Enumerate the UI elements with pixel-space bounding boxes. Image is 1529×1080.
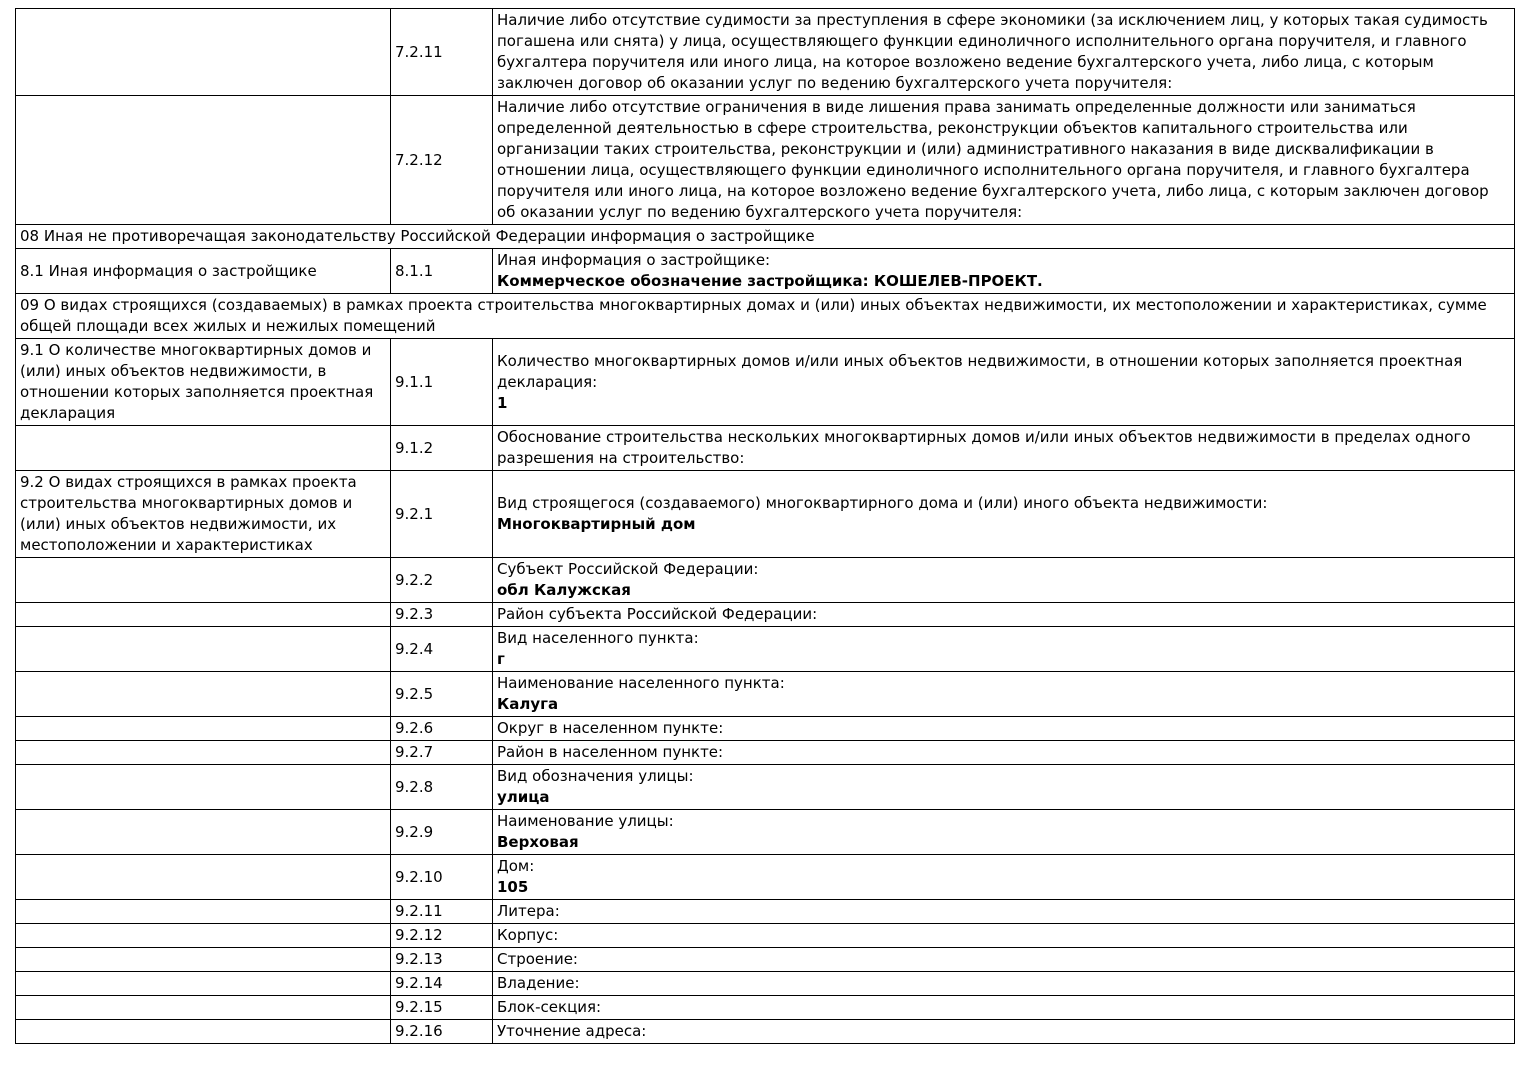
field-value: Многоквартирный дом [497, 515, 696, 533]
item-content-cell [493, 627, 1515, 672]
table-row [16, 339, 1515, 426]
item-number-cell: 9.2.7 [391, 741, 493, 765]
group-title-cell: 9.1 О количестве многоквартирных домов и (или) иных объектов недвижимости, в отношении которых заполняется проектная декларация [16, 339, 391, 426]
field-label: Корпус: [497, 926, 559, 944]
item-content-cell [493, 996, 1515, 1020]
group-title-cell [16, 1020, 391, 1044]
field-label: Субъект Российской Федерации: [497, 560, 759, 578]
field-label: Район субъекта Российской Федерации: [497, 605, 818, 623]
item-number-cell: 9.2.10 [391, 855, 493, 900]
item-number-cell: 9.1.2 [391, 426, 493, 471]
item-number-cell: 9.2.5 [391, 672, 493, 717]
table-row [16, 558, 1515, 603]
group-title-cell [16, 426, 391, 471]
group-title-cell [16, 924, 391, 948]
item-number-cell: 7.2.12 [391, 96, 493, 225]
table-row [16, 426, 1515, 471]
field-label: Строение: [497, 950, 578, 968]
item-content-cell [493, 900, 1515, 924]
item-content-cell [493, 972, 1515, 996]
item-content-cell [493, 810, 1515, 855]
table-row [16, 900, 1515, 924]
group-title-cell [16, 810, 391, 855]
item-number-cell: 9.2.3 [391, 603, 493, 627]
table-row [16, 249, 1515, 294]
item-number-cell: 9.1.1 [391, 339, 493, 426]
item-content-cell [493, 717, 1515, 741]
table-row [16, 855, 1515, 900]
table-row [16, 741, 1515, 765]
table-row [16, 672, 1515, 717]
item-content-cell [493, 948, 1515, 972]
group-title-cell [16, 972, 391, 996]
group-title-cell [16, 741, 391, 765]
field-label: Вид населенного пункта: [497, 629, 699, 647]
item-content-cell [493, 249, 1515, 294]
group-title-cell [16, 855, 391, 900]
item-number-cell: 9.2.14 [391, 972, 493, 996]
item-content-cell [493, 96, 1515, 225]
project-declaration-table [15, 8, 1515, 1044]
item-content-cell [493, 855, 1515, 900]
item-content-cell [493, 603, 1515, 627]
item-content-cell [493, 9, 1515, 96]
table-row [16, 810, 1515, 855]
field-value: 105 [497, 878, 529, 896]
table-row [16, 924, 1515, 948]
field-label: Уточнение адреса: [497, 1022, 647, 1040]
field-value: г [497, 650, 505, 668]
table-row [16, 996, 1515, 1020]
group-title-cell [16, 996, 391, 1020]
item-number-cell: 9.2.2 [391, 558, 493, 603]
item-number-cell: 9.2.16 [391, 1020, 493, 1044]
field-value: 1 [497, 393, 508, 412]
item-content-cell [493, 558, 1515, 603]
field-label: Вид обозначения улицы: [497, 767, 694, 785]
section-header: 09 О видах строящихся (создаваемых) в рамках проекта строительства многоквартирных домах и (или) иных объектах недвижимости, их местоположении и характеристиках, сумме общей площади всех жилых и нежилых помещений [16, 294, 1515, 339]
item-content-cell [493, 1020, 1515, 1044]
item-number-cell: 7.2.11 [391, 9, 493, 96]
item-number-cell: 9.2.13 [391, 948, 493, 972]
item-number-cell: 9.2.4 [391, 627, 493, 672]
section-header-row [16, 294, 1515, 339]
item-content-cell [493, 672, 1515, 717]
field-label: Наличие либо отсутствие судимости за преступления в сфере экономики (за исключением лиц, у которых такая судимость погашена или снята) у лица, осуществляющего функции единоличного исполнительного органа поручителя, и главного бухгалтера поручителя или иного лица, на которое возложено ведение бухгалтерского учета, либо лица, с которым заключен договор об оказании услуг по ведению бухгалтерского учета поручителя: [497, 11, 1488, 92]
field-label: Владение: [497, 974, 580, 992]
field-value: обл Калужская [497, 581, 631, 599]
item-content-cell [493, 741, 1515, 765]
section-header: 08 Иная не противоречащая законодательству Российской Федерации информация о застройщике [16, 225, 1515, 249]
group-title-cell: 9.2 О видах строящихся в рамках проекта строительства многоквартирных домов и (или) иных объектов недвижимости, их местоположении и характеристиках [16, 471, 391, 558]
group-title-cell [16, 603, 391, 627]
table-row [16, 1020, 1515, 1044]
table-row [16, 9, 1515, 96]
table-row [16, 603, 1515, 627]
group-title-cell [16, 672, 391, 717]
item-number-cell: 9.2.15 [391, 996, 493, 1020]
field-label: Обоснование строительства нескольких многоквартирных домов и/или иных объектов недвижимости в пределах одного разрешения на строительство: [497, 428, 1471, 467]
group-title-cell [16, 558, 391, 603]
table-row [16, 627, 1515, 672]
field-value: Верховая [497, 833, 579, 851]
table-row [16, 765, 1515, 810]
item-number-cell: 8.1.1 [391, 249, 493, 294]
field-value: Калуга [497, 695, 559, 713]
table-row [16, 972, 1515, 996]
declaration-table-body [16, 9, 1515, 1044]
item-number-cell: 9.2.8 [391, 765, 493, 810]
item-number-cell: 9.2.11 [391, 900, 493, 924]
item-number-cell: 9.2.12 [391, 924, 493, 948]
item-content-cell [493, 339, 1515, 426]
field-label: Вид строящегося (создаваемого) многоквартирного дома и (или) иного объекта недвижимости: [497, 494, 1268, 512]
group-title-cell: 8.1 Иная информация о застройщике [16, 249, 391, 294]
group-title-cell [16, 717, 391, 741]
field-label: Наименование населенного пункта: [497, 674, 785, 692]
field-label: Дом: [497, 857, 535, 875]
group-title-cell [16, 900, 391, 924]
item-number-cell: 9.2.9 [391, 810, 493, 855]
table-row [16, 948, 1515, 972]
table-row [16, 471, 1515, 558]
field-label: Район в населенном пункте: [497, 743, 724, 761]
group-title-cell [16, 765, 391, 810]
item-content-cell [493, 765, 1515, 810]
item-number-cell: 9.2.6 [391, 717, 493, 741]
field-label: Округ в населенном пункте: [497, 719, 724, 737]
group-title-cell [16, 9, 391, 96]
item-content-cell [493, 471, 1515, 558]
field-label: Наличие либо отсутствие ограничения в виде лишения права занимать определенные должности или заниматься определенной деятельностью в сфере строительства, реконструкции объектов капитального строительства или организации таких строительства, реконструкции и (или) административного наказания в виде дисквалификации в отношении лица, осуществляющего функции единоличного исполнительного органа поручителя, и главного бухгалтера поручителя или иного лица, на которое возложено ведение бухгалтерского учета, либо лица, с которым заключен договор об оказании услуг по ведению бухгалтерского учета поручителя: [497, 98, 1489, 221]
field-label: Литера: [497, 902, 560, 920]
item-number-cell: 9.2.1 [391, 471, 493, 558]
field-label: Наименование улицы: [497, 812, 674, 830]
field-label: Иная информация о застройщике: [497, 251, 771, 269]
field-value: улица [497, 788, 550, 806]
item-content-cell [493, 924, 1515, 948]
field-value: Коммерческое обозначение застройщика: КОШЕЛЕВ-ПРОЕКТ. [497, 272, 1043, 290]
table-row [16, 717, 1515, 741]
group-title-cell [16, 627, 391, 672]
group-title-cell [16, 948, 391, 972]
field-label: Блок-секция: [497, 998, 602, 1016]
item-content-cell [493, 426, 1515, 471]
field-label: Количество многоквартирных домов и/или иных объектов недвижимости, в отношении которых заполняется проектная декларация: [497, 351, 1463, 391]
group-title-cell [16, 96, 391, 225]
section-header-row [16, 225, 1515, 249]
table-row [16, 96, 1515, 225]
